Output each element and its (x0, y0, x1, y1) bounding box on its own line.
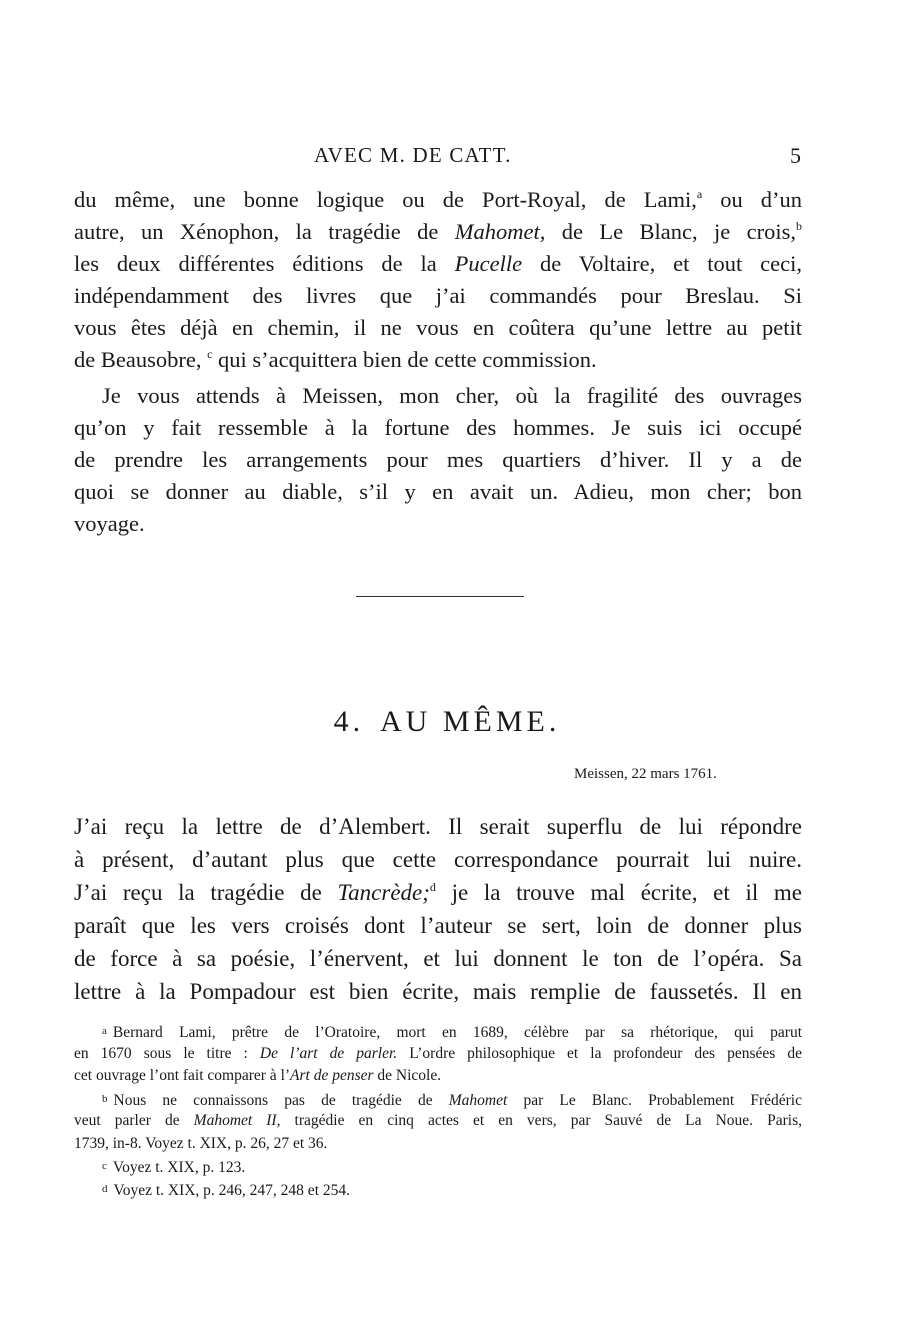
footnote-line: a Bernard Lami, prêtre de l’Oratoire, mort en 1689, célèbre par sa rhétorique, qui parut (102, 1024, 802, 1041)
footnotes (74, 1020, 802, 1200)
closing-paragraph (74, 380, 802, 540)
footnote-line: d Voyez t. XIX, p. 246, 247, 248 et 254. (102, 1181, 350, 1199)
footnote-ref-d[interactable]: d (429, 880, 436, 894)
footnote-mark: c (102, 1160, 107, 1172)
text-line: à présent, d’autant plus que cette correspondance pourrait lui nuire. (74, 847, 802, 872)
text-line: du même, une bonne logique ou de Port-Royal, de Lami,$^a$ ou d’un (74, 187, 803, 212)
footnote-ref-b[interactable]: b (795, 219, 802, 233)
text-line: Je vous attends à Meissen, mon cher, où la fragilité des ouvrages (102, 383, 802, 408)
letter-heading (0, 705, 900, 739)
page-number: 5 (790, 143, 801, 168)
footnote-b (74, 1088, 802, 1156)
footnote-d (74, 1178, 802, 1201)
footnote-mark: a (102, 1025, 107, 1037)
text-line: autre, un Xénophon, la tragédie de Mahomet, de Le Blanc, je crois,$^b$ (74, 219, 802, 244)
footnote-c (74, 1155, 802, 1178)
text-line: de prendre les arrangements pour mes quartiers d’hiver. Il y a de (74, 447, 802, 472)
running-head (0, 143, 900, 173)
text-line: qu’on y fait ressemble à la fortune des hommes. Je suis ici occupé (74, 415, 802, 440)
footnote-mark: b (102, 1092, 108, 1105)
letter-number: 4. (333, 705, 365, 738)
footnote-mark: d (102, 1182, 108, 1195)
text-line: de Beausobre, $^c$ qui s’acquittera bien de cette commission. (74, 347, 597, 372)
letter-body (74, 810, 802, 1008)
letter-title: AU MÊME. (380, 705, 561, 738)
text-line: les deux différentes éditions de la Pucelle de Voltaire, et tout ceci, (74, 251, 802, 276)
dateline: Meissen, 22 mars 1761. (574, 766, 717, 782)
text-line: vous êtes déjà en chemin, il ne vous en coûtera qu’une lettre au petit (74, 315, 802, 340)
text-line: lettre à la Pompadour est bien écrite, mais remplie de faussetés. Il en (74, 979, 802, 1004)
text-line: J’ai reçu la lettre de d’Alembert. Il serait superflu de lui répondre (74, 814, 802, 839)
text-line: indépendamment des livres que j’ai commandés pour Breslau. Si (74, 283, 802, 308)
footnote-line: c Voyez t. XIX, p. 123. (102, 1159, 246, 1176)
text-line: paraît que les vers croisés dont l’auteur se sert, loin de donner plus (74, 913, 802, 938)
section-divider (356, 596, 524, 597)
text-line: voyage. (74, 511, 145, 536)
text-line: J’ai reçu la tragédie de Tancrède;$^d$ je la trouve mal écrite, et il me (74, 880, 802, 905)
footnote-line: en 1670 sous le titre : De l’art de parler. L’ordre philosophique et la profondeur des pensées de (74, 1044, 802, 1062)
footnote-line: veut parler de Mahomet II, tragédie en cinq actes et en vers, par Sauvé de La Noue. Paris, (74, 1112, 802, 1129)
running-title: AVEC M. DE CATT. (314, 143, 512, 167)
footnote-line: 1739, in-8. Voyez t. XIX, p. 26, 27 et 36. (74, 1134, 328, 1152)
text-line: quoi se donner au diable, s’il y en avait un. Adieu, mon cher; bon (74, 479, 802, 504)
footnote-a (74, 1020, 802, 1088)
footnote-ref-a[interactable]: a (696, 187, 703, 201)
footnote-ref-c[interactable]: c (207, 347, 213, 361)
continuation-paragraph (74, 184, 802, 376)
footnote-line: b Nous ne connaissons pas de tragédie de Mahomet par Le Blanc. Probablement Frédéric (102, 1091, 802, 1109)
footnote-line: cet ouvrage l’ont fait comparer à l’Art de penser de Nicole. (74, 1067, 442, 1084)
text-line: de force à sa poésie, l’énervent, et lui donnent le ton de l’opéra. Sa (74, 946, 802, 971)
